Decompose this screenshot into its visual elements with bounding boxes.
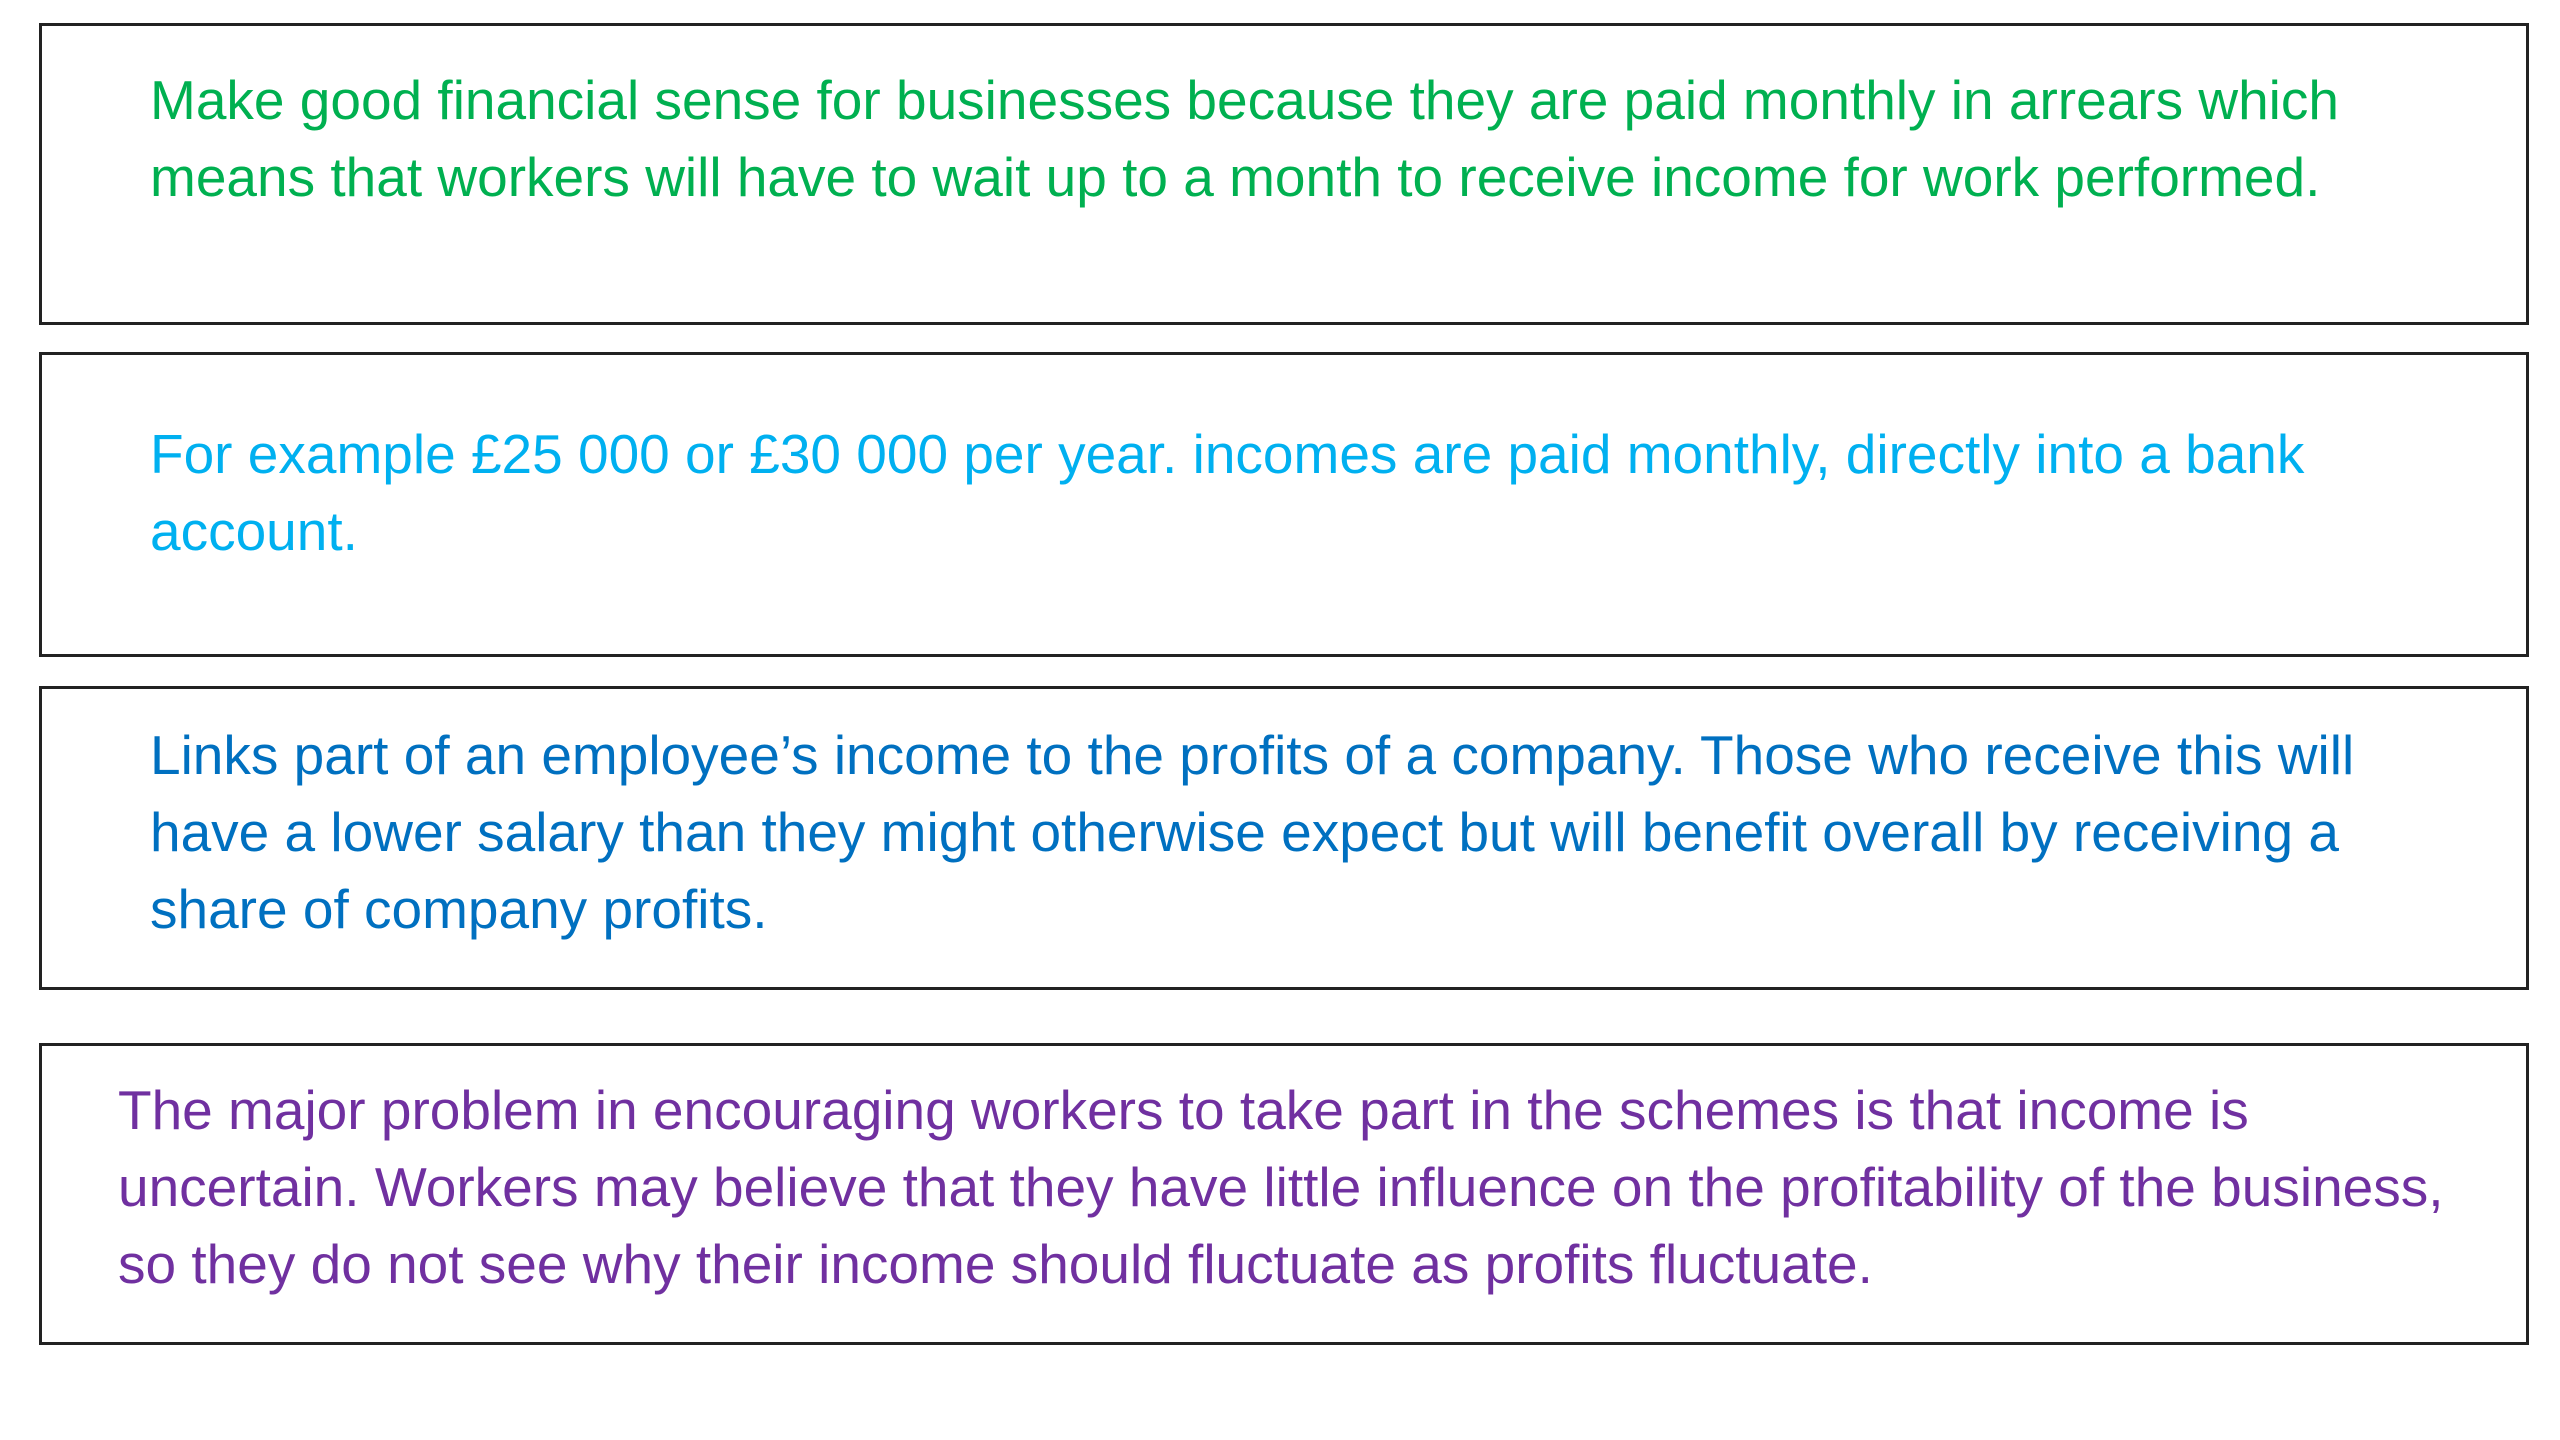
card-salary-example bbox=[39, 352, 2529, 657]
card-text: Links part of an employee’s income to the profits of a company. Those who receive this will have a lower salary than they might otherwise expect but will benefit overall by receiving a share of company profits. bbox=[150, 724, 2355, 940]
card-salary-payment bbox=[39, 23, 2529, 325]
card-profit-sharing bbox=[39, 686, 2529, 990]
card-scheme-problem bbox=[39, 1043, 2529, 1345]
card-text: Make good financial sense for businesses because they are paid monthly in arrears which means that workers will have to wait up to a month to receive income for work performed. bbox=[150, 69, 2339, 208]
card-text: The major problem in encouraging workers to take part in the schemes is that income is uncertain. Workers may believe that they have little influence on the profitability of the business, so they do not see why their income should fluctuate as profits fluctuate. bbox=[118, 1079, 2444, 1295]
card-text: For example £25 000 or £30 000 per year. incomes are paid monthly, directly into a bank account. bbox=[150, 423, 2305, 562]
